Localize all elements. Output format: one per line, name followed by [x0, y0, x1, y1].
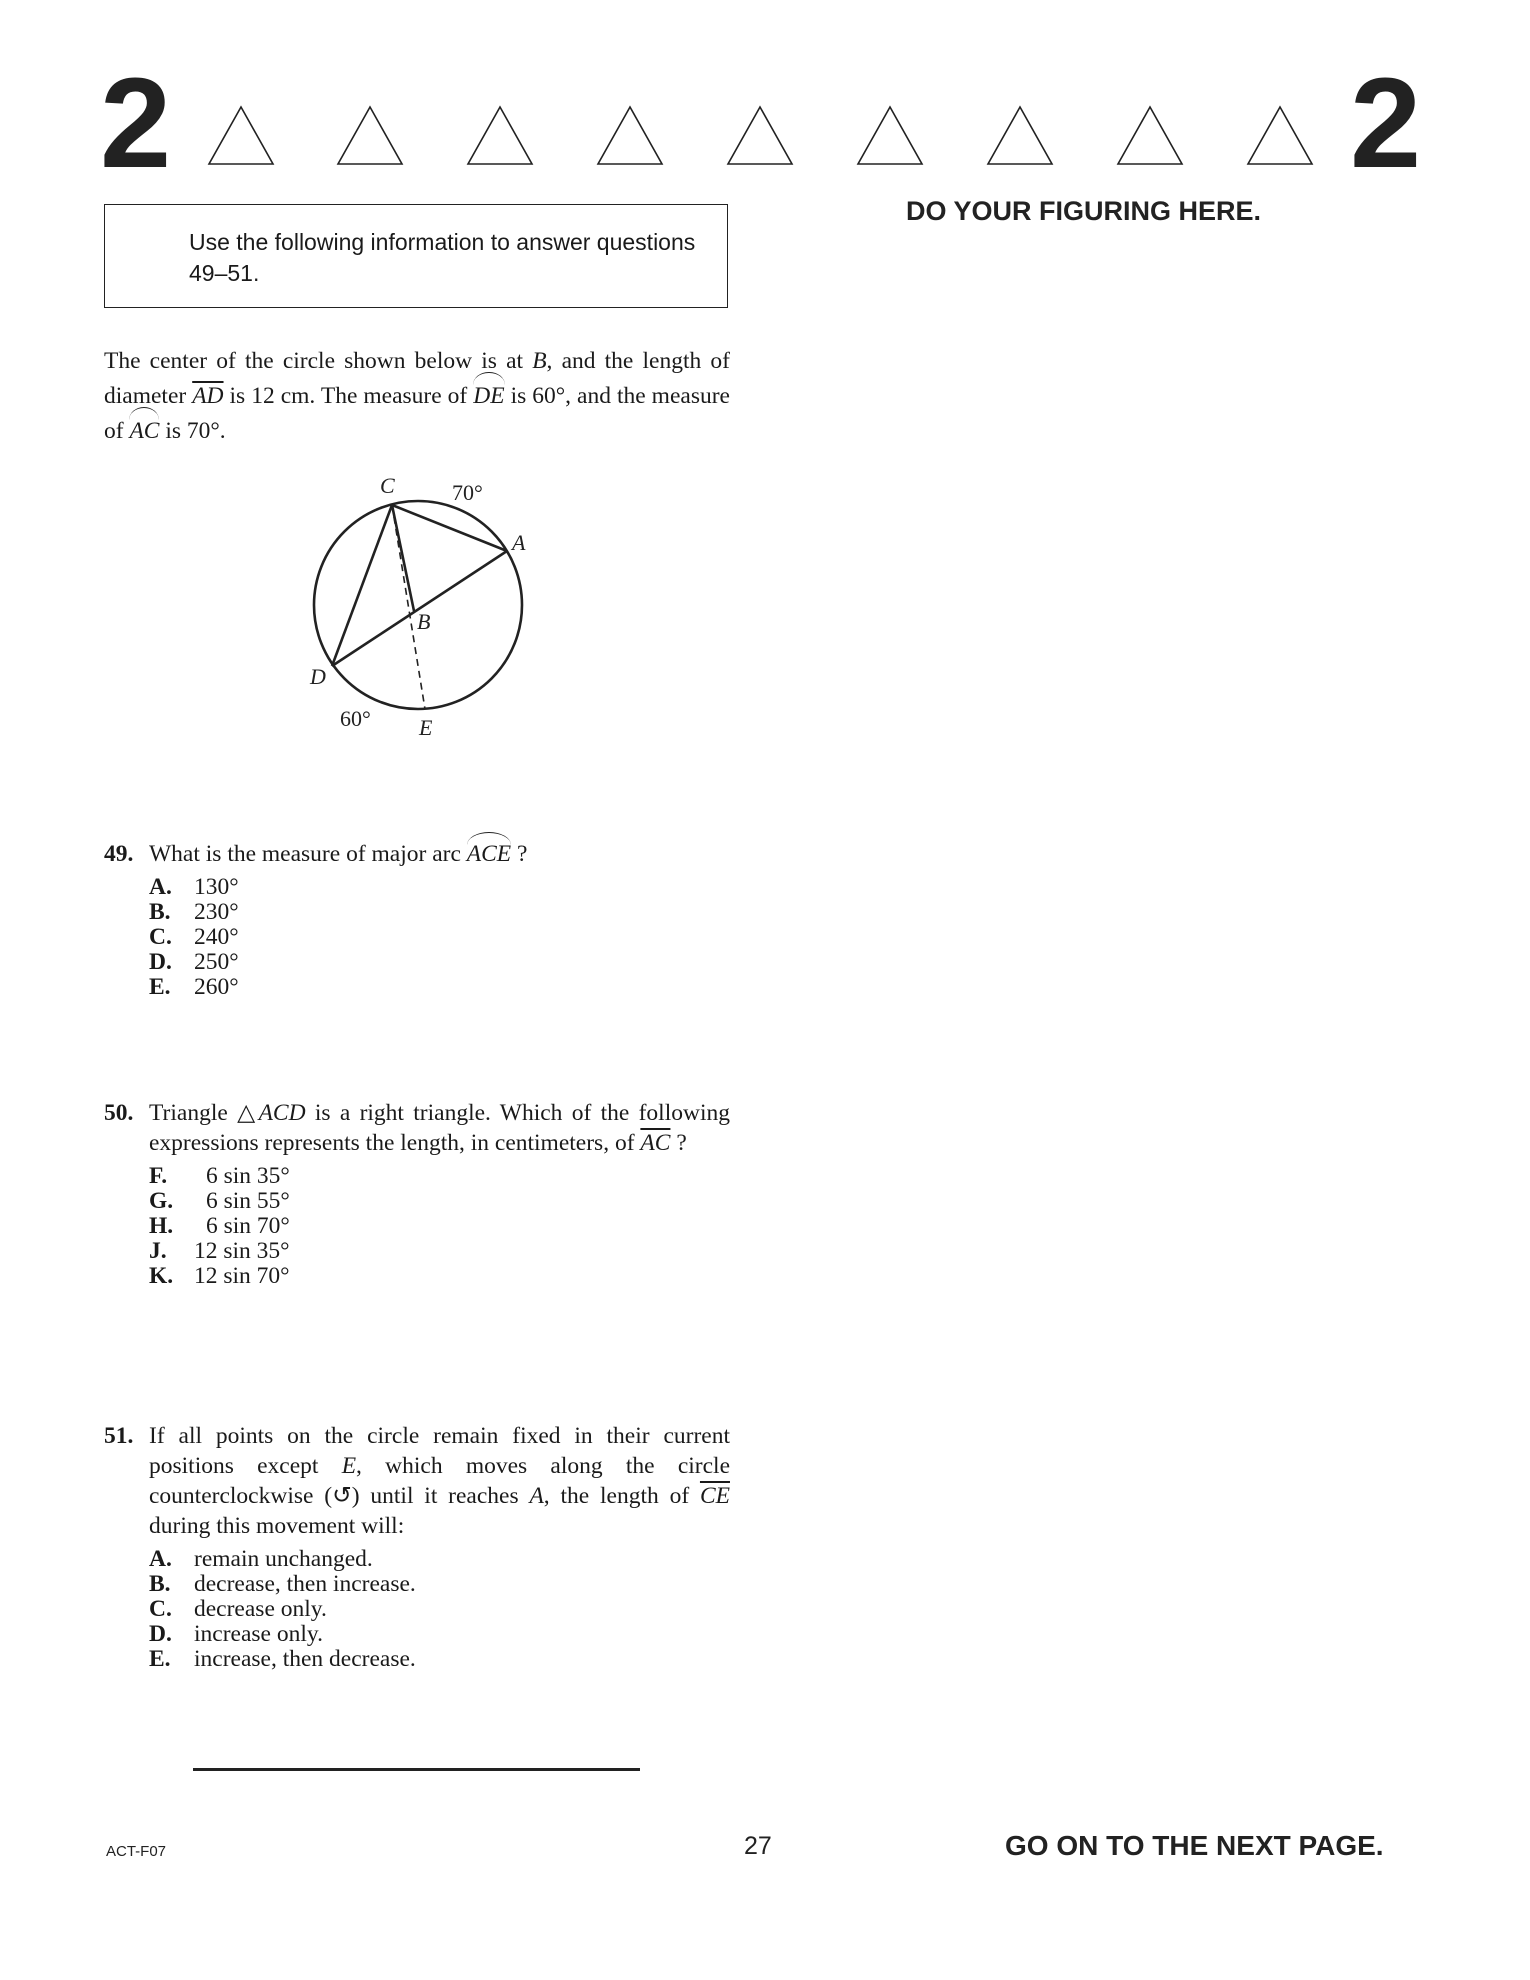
triangle-icon [1116, 104, 1184, 166]
circle [314, 501, 522, 709]
option-d[interactable]: D. increase only. [149, 1621, 323, 1647]
option-e[interactable]: E. 260° [149, 974, 239, 1000]
option-d[interactable]: D. 250° [149, 949, 239, 975]
option-a[interactable]: A. 130° [149, 874, 239, 900]
question-number: 50. [104, 1100, 134, 1126]
figuring-heading: DO YOUR FIGURING HERE. [906, 196, 1262, 226]
label-a: A [512, 530, 526, 555]
option-j[interactable]: J. 12 sin 35° [149, 1238, 290, 1264]
info-box [104, 204, 728, 308]
intro-paragraph: The center of the circle shown below is at B, and the length of diameter $\overline{AD}$ is 12 cm. The measure of DE is 60°, and the measure of AC is 70°. [104, 344, 730, 449]
triangle-icon [336, 104, 404, 166]
option-a[interactable]: A. remain unchanged. [149, 1546, 373, 1572]
arc-ace: ACE [466, 841, 512, 867]
triangle-icon [1246, 104, 1314, 166]
segment-ac: $\overline{AC}$ [640, 1130, 671, 1156]
triangle-icon [726, 104, 794, 166]
question-49: 49. What is the measure of major arc ACE ? A. 130° B. 230° C. 240° D. 250° E. 260° [104, 839, 730, 1000]
page-number: 27 [744, 1832, 772, 1860]
option-b[interactable]: B. decrease, then increase. [149, 1571, 416, 1597]
question-number: 49. [104, 841, 134, 867]
option-g[interactable]: G. 6 sin 55° [149, 1188, 290, 1214]
triangle-icon [466, 104, 534, 166]
question-50: 50. Triangle △ACD is a right triangle. Which of the following expressions represents the length, in centimeters, of $\overline{AC}$ ? F. 6 sin 35° G. 6 sin 55° H. 6 sin 70° J. 12 sin 35° K. 12 sin 70° [104, 1100, 730, 1289]
label-e: E [419, 715, 433, 740]
label-d: D [310, 664, 326, 689]
option-c[interactable]: C. 240° [149, 924, 239, 950]
label-c: C [380, 473, 395, 498]
option-k[interactable]: K. 12 sin 70° [149, 1263, 290, 1289]
segment-ad: $\overline{AD}$ [192, 383, 224, 409]
triangle-icon [986, 104, 1054, 166]
info-box-text: Use the following information to answer questions 49–51. [189, 229, 696, 286]
form-code: ACT-F07 [106, 1843, 167, 1860]
option-b[interactable]: B. 230° [149, 899, 239, 925]
next-page-notice: GO ON TO THE NEXT PAGE. [1005, 1830, 1384, 1861]
option-c[interactable]: C. decrease only. [149, 1596, 327, 1622]
arc-de: DE [473, 379, 504, 414]
arc-ac: AC [129, 414, 159, 449]
section-number-right: 2 [1350, 52, 1420, 195]
section-number-left: 2 [100, 52, 170, 195]
option-e[interactable]: E. increase, then decrease. [149, 1646, 416, 1672]
question-number: 51. [104, 1423, 134, 1449]
triangle-icon [596, 104, 664, 166]
label-b: B [417, 609, 431, 634]
question-51: 51. If all points on the circle remain fixed in their current positions except E, which moves along the circle counterclockwise (↺) until it reaches A, the length of $\overline{CE}$ during this movement will: A. remain unchanged. B. decrease, then increase. C. decrease only. D. increase only. E. increase, then decrease. [104, 1423, 730, 1672]
label-60: 60° [340, 706, 371, 731]
triangle-icon [207, 104, 275, 166]
label-70: 70° [452, 480, 483, 505]
triangle-icon [856, 104, 924, 166]
option-f[interactable]: F. 6 sin 35° [149, 1163, 290, 1189]
segment-ce: $\overline{CE}$ [699, 1483, 730, 1509]
option-h[interactable]: H. 6 sin 70° [149, 1213, 290, 1239]
circle-diagram [290, 465, 550, 745]
chord-cd [332, 505, 392, 666]
section-end-rule [193, 1768, 640, 1771]
